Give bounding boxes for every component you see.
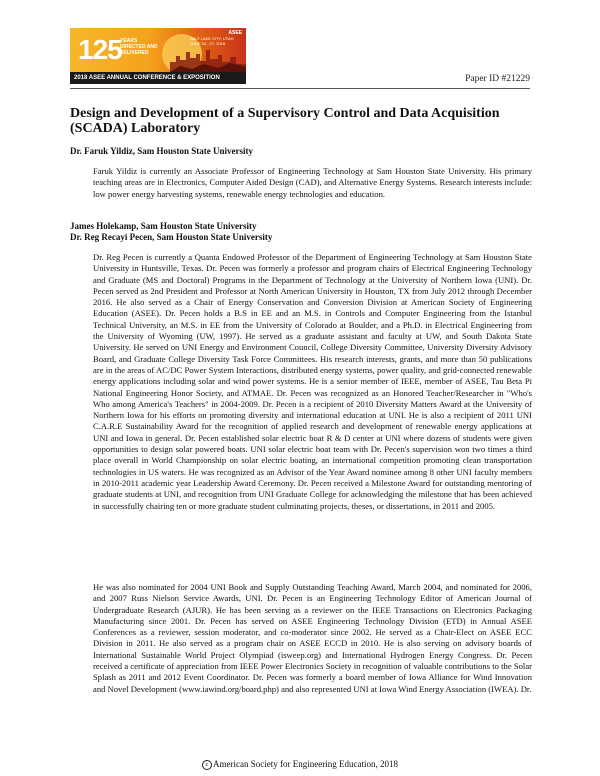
skyline-graphic <box>170 46 246 72</box>
conference-logo <box>70 28 246 84</box>
author-name: Dr. Reg Recayi Pecen, Sam Houston State University <box>70 232 273 242</box>
author-name: Dr. Faruk Yildiz, Sam Houston State University <box>70 146 254 156</box>
author-bio: Faruk Yildiz is currently an Associate Professor of Engineering Technology at Sam Houston State University. His primary teaching areas are in Electronics, Computer Aided Design (CAD), and Alternative Energy Systems. Research interests include: low power energy harvesting systems, renewable energy technologies and education. <box>93 166 532 199</box>
paper-id: Paper ID #21229 <box>465 74 530 84</box>
logo-number: 125 <box>78 34 122 65</box>
footer-text: American Society for Engineering Education, 2018 <box>213 759 398 769</box>
logo-ribbon: 2018 ASEE ANNUAL CONFERENCE & EXPOSITION <box>70 72 246 84</box>
copyright-icon: c <box>202 760 212 770</box>
footer <box>0 759 600 770</box>
header-rule <box>70 88 530 89</box>
logo-years-text: YEARS DIRECTED AND DELIVERED <box>120 38 158 56</box>
author-bio-continued: He was also nominated for 2004 UNI Book and Supply Outstanding Teaching Award, March 2004, and nominated for 2006, and 2007 Russ Nielson Service Awards, UNI. Dr. Pecen is an Engineering Technology Editor of American Journal of Undergraduate Research (AJUR). He has been serving as a reviewer on the IEEE Transactions on Electronics Packaging Manufacturing since 2001. Dr. Pecen has served on ASEE Engineering Technology Division (ETD) in Annual ASEE Conferences as a reviewer, session moderator, and co-moderator since 2002. He served as a Chair-Elect on ASEE ECC Division in 2011. He also served as a program chair on ASEE ECCD in 2010. He is also serving on advisory boards of International Sustainable World Project Olympiad (isweep.org) and International Hydrogen Energy Congress. Dr. Pecen received a certificate of appreciation from IEEE Power Electronics Society in recognition of valuable contributions to the Solar Splash as 2011 and 2012 Event Coordinator. Dr. Pecen was formerly a board member of Iowa Alliance for Wind Innovation and Novel Development (www.iawind.org/board.php) and also represented UNI at Iowa Wind Energy Association (IWEA). Dr. <box>93 582 532 694</box>
author-name: James Holekamp, Sam Houston State University <box>70 221 257 231</box>
author-bio: Dr. Reg Pecen is currently a Quanta Endowed Professor of the Department of Engineering Technology at Sam Houston State University in Huntsville, Texas. Dr. Pecen was formerly a professor and program chairs of Electrical Engineering Technology and Graduate (MS and Doctoral) Programs in the Department of Technology at the University of Northern Iowa (UNI). Dr. Pecen served as 2nd President and Professor at North American University in Houston, TX from July 2012 through December 2016. He also served as a Chair of Energy Conservation and Conversion Division at American Society of Engineering Education (ASEE). Dr. Pecen holds a B.S in EE and an M.S. in Controls and Computer Engineering from the Istanbul Technical University, an M.S. in EE from the University of Colorado at Boulder, and a Ph.D. in Electrical Engineering from the University of Wyoming (UW, 1997). He served as a graduate assistant and faculty at UW, and South Dakota State University. He served on UNI Energy and Environment Council, College Diversity Committee, University Diversity Advisory Board, and Graduate College Diversity Task Force Committees. His research interests, grants, and more than 50 publications are in the areas of AC/DC Power System Interactions, distributed energy systems, power quality, and grid-connected renewable energy applications including solar and wind power systems. He is a senior member of IEEE, member of ASEE, Tau Beta Pi National Engineering Honor Society, and ATMAE. Dr. Pecen was recognized as an Honored Teacher/Researcher in "Who's Who among America's Teachers" in 2004-2009. Dr. Pecen is a recipient of 2010 Diversity Matters Award at the University of Northern Iowa for his efforts on promoting diversity and international education at UNI. He is also a recipient of 2011 UNI C.A.R.E Sustainability Award for the recognition of applied research and development of renewable energy applications at UNI and Iowa in general. Dr. Pecen established solar electric boat R & D center at UNI where dozens of students were given opportunities to design solar powered boats. UNI solar electric boat team with Dr. Pecen's supervision won two times a third place overall in World Championship on solar electric boating, an international competition promoting clean transportation technologies in US waters. He was recognized as an Advisor of the Year Award nominee among 8 other UNI faculty members in 2010-2011 academic year Leadership Award Ceremony. Dr. Pecen received a Milestone Award for outstanding mentoring of graduate students at UNI, and recognition from UNI Graduate College for acknowledging the milestone that has been achieved in successfully chairing ten or more graduate student culminating projects, theses, or dissertations, in 2011 and 2005. <box>93 252 532 511</box>
paper-title: Design and Development of a Supervisory Control and Data Acquisition (SCADA) Laboratory <box>70 106 500 136</box>
logo-city-text: SALT LAKE CITY, UTAH JUNE 24 - 27, 2018 <box>190 36 234 46</box>
logo-org: ASEE <box>228 30 242 36</box>
